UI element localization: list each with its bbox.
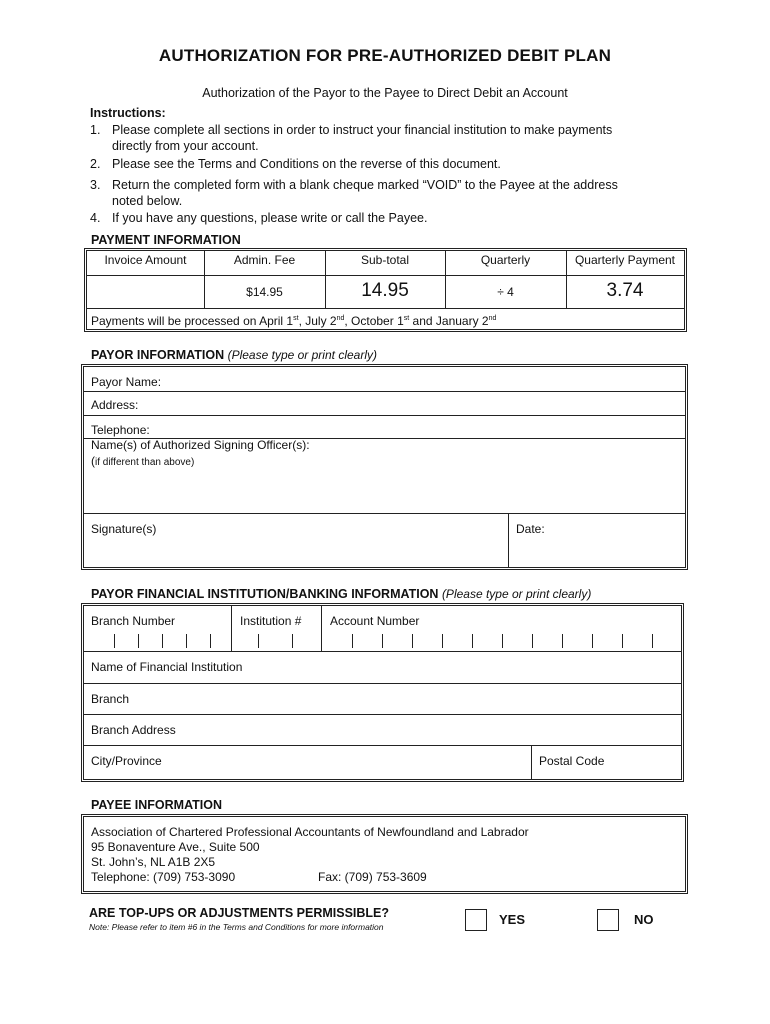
topups-note: Note: Please refer to item #6 in the Terms and Conditions for more information bbox=[89, 922, 384, 932]
subtotal-value: 14.95 bbox=[361, 280, 409, 301]
instruction-number: 3. bbox=[90, 178, 101, 192]
instruction-text: Please see the Terms and Conditions on the reverse of this document. bbox=[112, 157, 501, 171]
branch-address-field[interactable]: Branch Address bbox=[91, 723, 176, 737]
topups-question: ARE TOP-UPS OR ADJUSTMENTS PERMISSIBLE? bbox=[89, 906, 390, 920]
date-field[interactable]: Date: bbox=[516, 522, 545, 536]
page-title: AUTHORIZATION FOR PRE-AUTHORIZED DEBIT PLAN bbox=[158, 46, 612, 65]
quarterly-payment-value: 3.74 bbox=[606, 280, 644, 301]
instruction-number: 2. bbox=[90, 157, 101, 171]
signature-field[interactable]: Signature(s) bbox=[91, 522, 157, 536]
instruction-number: 1. bbox=[90, 123, 101, 137]
payment-schedule-note: Payments will be processed on April 1st, July 2nd, October 1st and January 2nd bbox=[91, 314, 497, 328]
col-invoice-amount: Invoice Amount bbox=[104, 253, 187, 267]
payee-name: Association of Chartered Professional Accountants of Newfoundland and Labrador bbox=[91, 825, 529, 839]
col-subtotal: Sub-total bbox=[360, 253, 410, 267]
instruction-item-2 bbox=[90, 156, 501, 172]
instruction-item-4 bbox=[90, 210, 427, 226]
instruction-text: If you have any questions, please write or call the Payee. bbox=[112, 211, 428, 225]
account-number-field[interactable]: Account Number bbox=[330, 614, 420, 628]
col-admin-fee: Admin. Fee bbox=[233, 253, 296, 267]
yes-label: YES bbox=[499, 912, 526, 927]
payee-address-line2: St. John’s, NL A1B 2X5 bbox=[91, 855, 216, 869]
admin-fee-value: $14.95 bbox=[246, 285, 283, 299]
no-checkbox[interactable] bbox=[597, 909, 619, 931]
instructions-heading: Instructions: bbox=[90, 106, 166, 120]
payor-address-field[interactable]: Address: bbox=[91, 398, 139, 412]
institution-number-field[interactable]: Institution # bbox=[240, 614, 302, 628]
quarterly-divisor: ÷ 4 bbox=[497, 285, 514, 299]
instruction-text-cont: noted below. bbox=[112, 194, 183, 208]
banking-heading: PAYOR FINANCIAL INSTITUTION/BANKING INFORMATION (Please type or print clearly) bbox=[91, 587, 592, 601]
payee-heading: PAYEE INFORMATION bbox=[91, 798, 223, 812]
instruction-text: Please complete all sections in order to instruct your financial institution to make payments bbox=[112, 123, 613, 137]
postal-code-field[interactable]: Postal Code bbox=[539, 754, 605, 768]
payor-heading: PAYOR INFORMATION (Please type or print clearly) bbox=[91, 348, 377, 362]
col-quarterly: Quarterly bbox=[480, 253, 531, 267]
instruction-item-1 bbox=[90, 122, 612, 154]
financial-institution-name-field[interactable]: Name of Financial Institution bbox=[91, 660, 243, 674]
no-label: NO bbox=[634, 912, 654, 927]
signing-officers-note: (if different than above) bbox=[91, 454, 195, 468]
col-quarterly-payment: Quarterly Payment bbox=[574, 253, 676, 267]
payor-telephone-field[interactable]: Telephone: bbox=[91, 423, 150, 437]
branch-number-field[interactable]: Branch Number bbox=[91, 614, 176, 628]
instruction-number: 4. bbox=[90, 211, 101, 225]
signing-officers-field[interactable]: Name(s) of Authorized Signing Officer(s): bbox=[91, 438, 310, 452]
instruction-item-3 bbox=[90, 177, 618, 209]
payee-telephone: Telephone: (709) 753-3090 bbox=[91, 870, 236, 884]
branch-field[interactable]: Branch bbox=[91, 692, 130, 706]
city-province-field[interactable]: City/Province bbox=[91, 754, 162, 768]
payment-heading: PAYMENT INFORMATION bbox=[91, 233, 241, 247]
yes-checkbox[interactable] bbox=[465, 909, 487, 931]
payee-address-line1: 95 Bonaventure Ave., Suite 500 bbox=[91, 840, 260, 854]
instruction-text-cont: directly from your account. bbox=[112, 139, 259, 153]
payee-fax: Fax: (709) 753-3609 bbox=[318, 870, 427, 884]
instruction-text: Return the completed form with a blank cheque marked “VOID” to the Payee at the address bbox=[112, 178, 618, 192]
page-subtitle: Authorization of the Payor to the Payee to Direct Debit an Account bbox=[202, 86, 568, 100]
payor-name-field[interactable]: Payor Name: bbox=[91, 375, 162, 389]
